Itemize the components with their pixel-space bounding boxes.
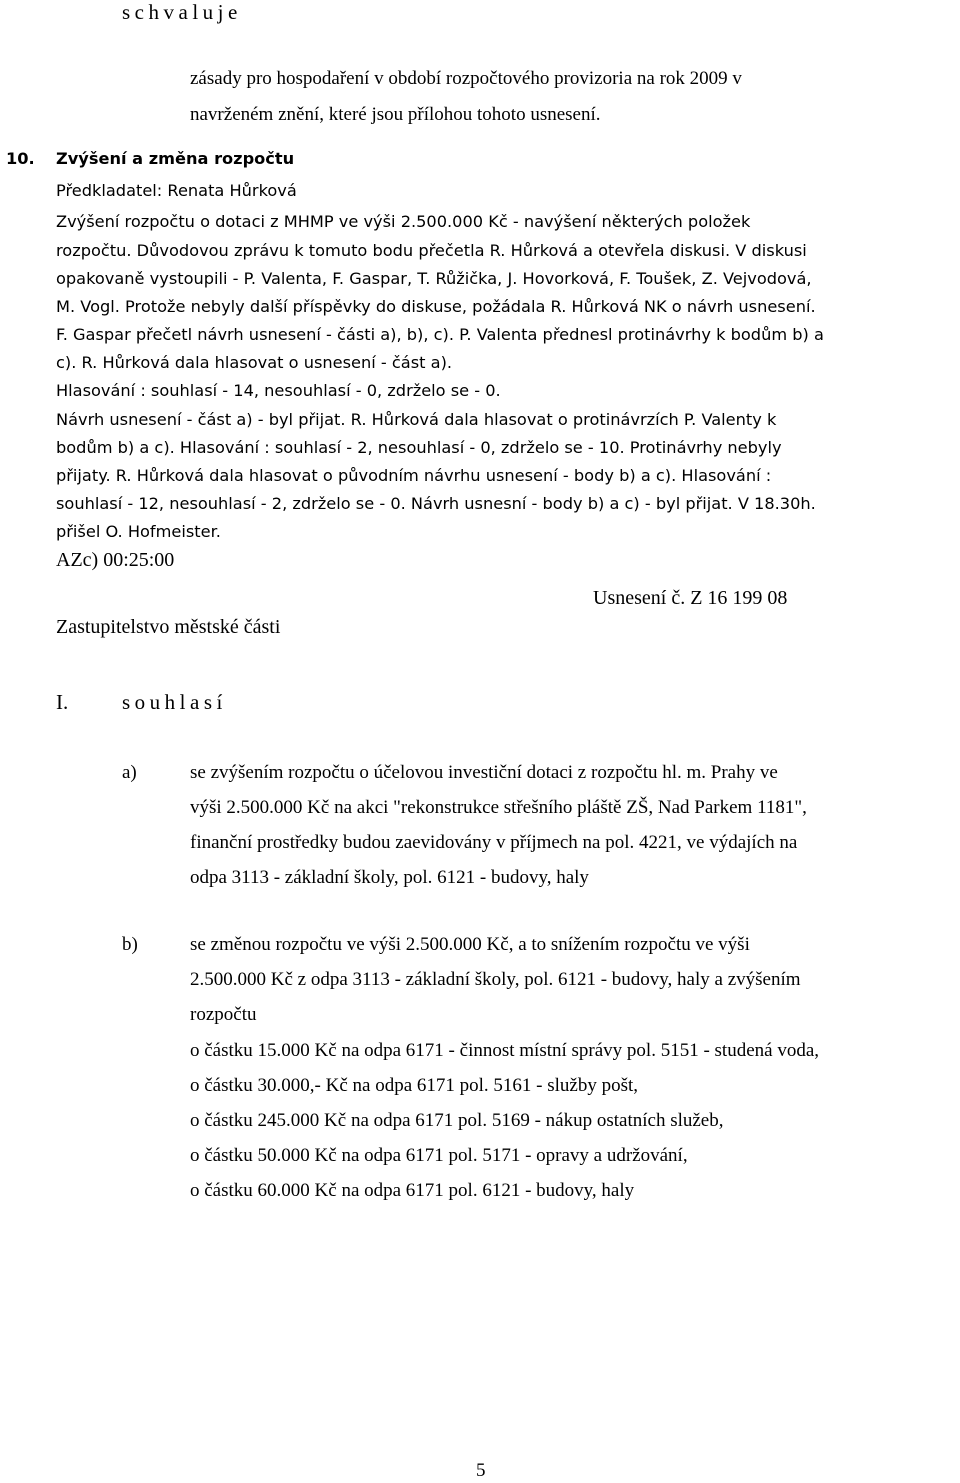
item-a-line: finanční prostředky budou zaevidovány v příjmech na pol. 4221, ve výdajích na [190,832,798,853]
item-b-line: o částku 30.000,- Kč na odpa 6171 pol. 5161 - služby pošt, [190,1075,639,1096]
item-b-line: o částku 50.000 Kč na odpa 6171 pol. 5171 - opravy a udržování, [190,1145,688,1166]
item-b-line: se změnou rozpočtu ve výši 2.500.000 Kč, a to snížením rozpočtu ve výši [190,934,750,955]
minutes-line: M. Vogl. Protože nebyly další příspěvky do diskuse, požádala R. Hůrková NK o návrh usnesení. [56,297,816,316]
minutes-line: Hlasování : souhlasí - 14, nesouhlasí - 0, zdrželo se - 0. [56,381,501,400]
item-b-line: 2.500.000 Kč z odpa 3113 - základní školy, pol. 6121 - budovy, haly a zvýšením [190,969,801,990]
item-number: 10. [6,149,35,168]
item-b-line: o částku 15.000 Kč na odpa 6171 - činnost místní správy pol. 5151 - studená voda, [190,1040,820,1061]
minutes-line: bodům b) a c). Hlasování : souhlasí - 2, nesouhlasí - 0, zdrželo se - 10. Protinávrhy nebyly [56,438,782,457]
item-b-line: rozpočtu [190,1004,257,1025]
minutes-line: přišel O. Hofmeister. [56,522,221,541]
schvaluje-heading: schvaluje [122,0,242,24]
approval-text-line-1: zásady pro hospodaření v období rozpočtového provizoria na rok 2009 v [190,68,742,89]
minutes-line: souhlasí - 12, nesouhlasí - 2, zdrželo se - 0. Návrh usnesní - body b) a c) - byl přijat. V 18.30h. [56,494,816,513]
minutes-line: opakovaně vystoupili - P. Valenta, F. Gaspar, T. Růžička, J. Hovorková, F. Toušek, Z. Vejvodová, [56,269,812,288]
minutes-line: Zvýšení rozpočtu o dotaci z MHMP ve výši 2.500.000 Kč - navýšení některých položek [56,212,751,231]
item-a-line: výši 2.500.000 Kč na akci "rekonstrukce střešního pláště ZŠ, Nad Parkem 1181", [190,797,807,818]
resolution-body: Zastupitelstvo městské části [56,616,281,638]
item-b-line: o částku 245.000 Kč na odpa 6171 pol. 5169 - nákup ostatních služeb, [190,1110,724,1131]
minutes-line: c). R. Hůrková dala hlasovat o usnesení - část a). [56,353,453,372]
minutes-line: přijaty. R. Hůrková dala hlasovat o původním návrhu usnesení - body b) a c). Hlasování : [56,466,772,485]
approval-text-line-2: navrženém znění, které jsou přílohou tohoto usnesení. [190,104,601,125]
item-b-line: o částku 60.000 Kč na odpa 6171 pol. 6121 - budovy, haly [190,1180,635,1201]
azc-timestamp: AZc) 00:25:00 [56,549,175,571]
section-verb: souhlasí [122,690,227,714]
minutes-line: Návrh usnesení - část a) - byl přijat. R. Hůrková dala hlasovat o protinávrzích P. Valenty k [56,410,777,429]
item-a-label: a) [122,762,137,783]
minutes-line: rozpočtu. Důvodovou zprávu k tomuto bodu přečetla R. Hůrková a otevřela diskusi. V diskusi [56,241,807,260]
resolution-number: Usnesení č. Z 16 199 08 [593,587,788,609]
section-roman: I. [56,690,69,714]
page-number: 5 [476,1460,486,1481]
item-b-label: b) [122,934,138,955]
presenter-label: Předkladatel: [56,181,163,200]
minutes-line: F. Gaspar přečetl návrh usnesení - části a), b), c). P. Valenta přednesl protinávrhy k bodům b) a [56,325,824,344]
presenter-name: Renata Hůrková [167,181,297,200]
item-a-line: odpa 3113 - základní školy, pol. 6121 - budovy, haly [190,867,589,888]
item-presenter [56,181,297,200]
item-a-line: se zvýšením rozpočtu o účelovou investiční dotaci z rozpočtu hl. m. Prahy ve [190,762,778,783]
item-title: Zvýšení a změna rozpočtu [56,149,295,168]
